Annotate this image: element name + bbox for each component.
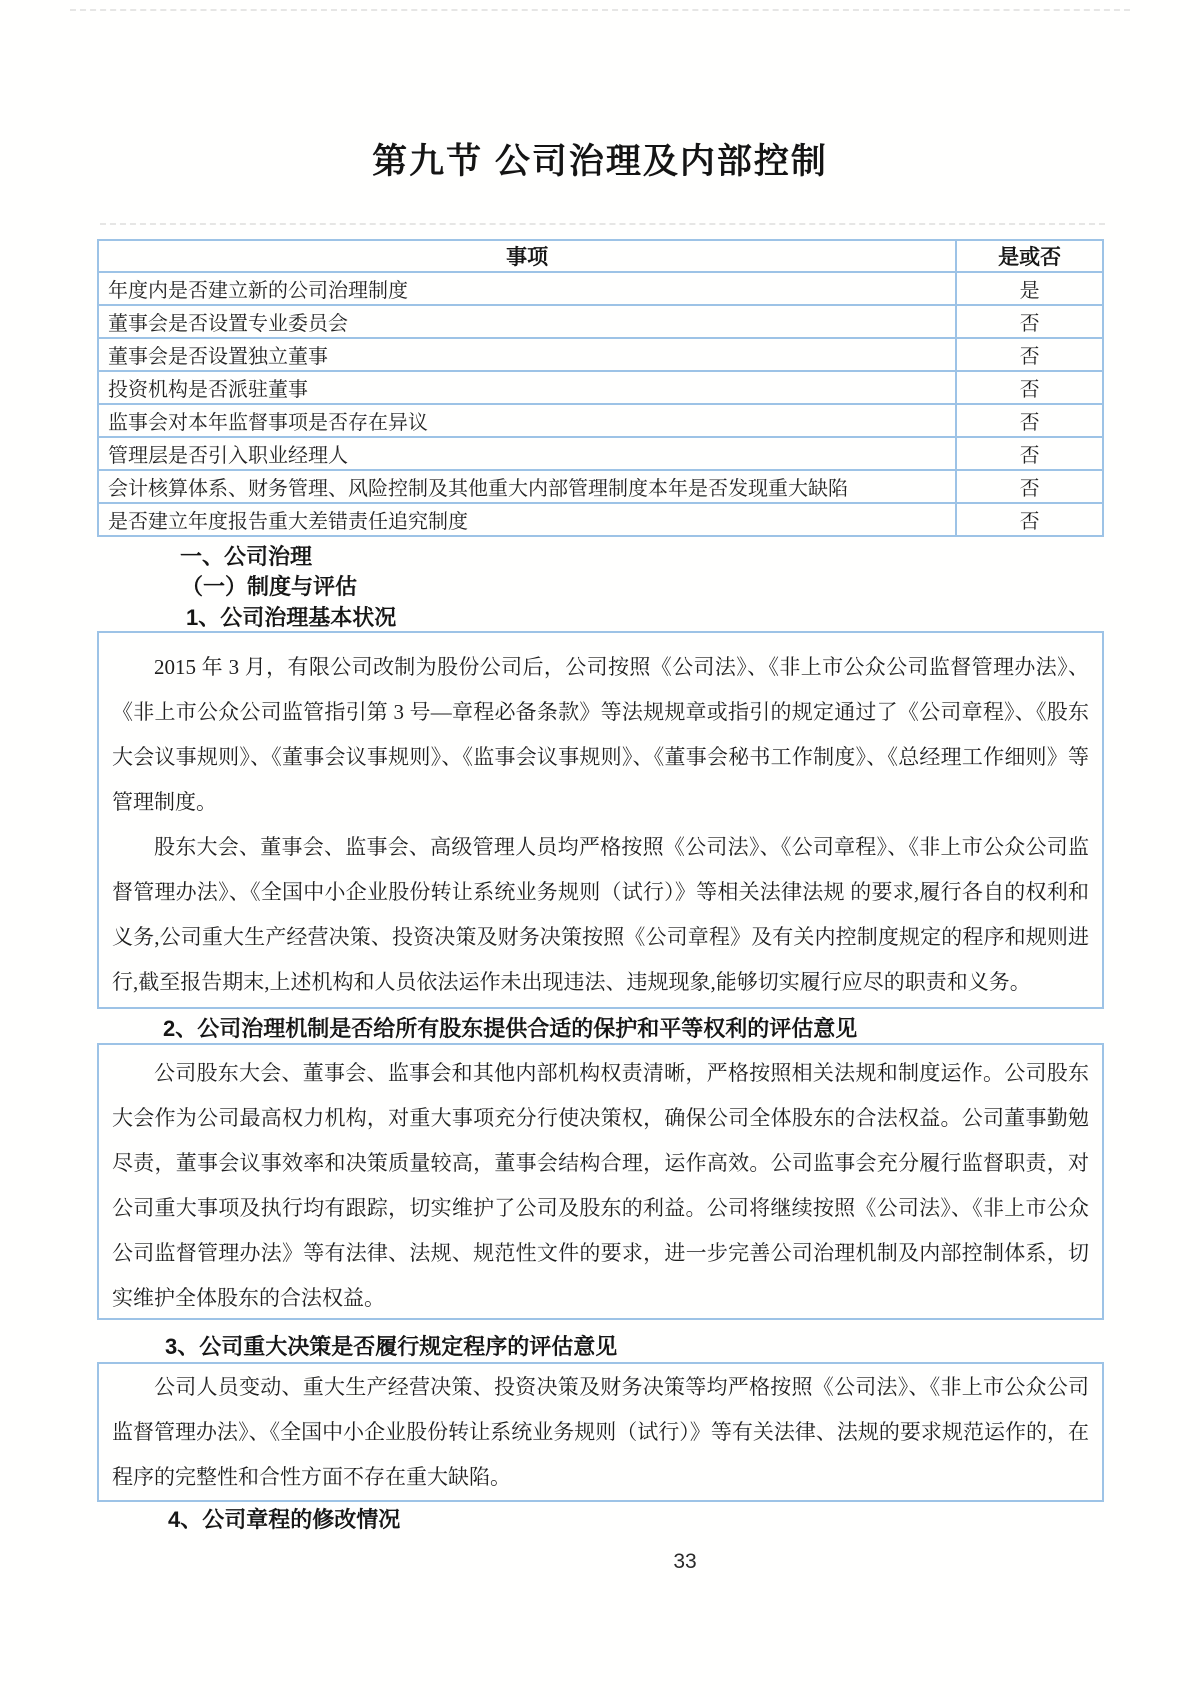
subsection-heading-4: 4、公司章程的修改情况 — [168, 1507, 401, 1532]
item-cell: 投资机构是否派驻董事 — [98, 371, 956, 404]
answer-cell: 否 — [956, 470, 1103, 503]
table-row — [98, 404, 1103, 437]
item-cell: 监事会对本年监督事项是否存在异议 — [98, 404, 956, 437]
page-title: 第九节 公司治理及内部控制 — [372, 142, 828, 181]
table-row — [98, 371, 1103, 404]
item-cell: 董事会是否设置独立董事 — [98, 338, 956, 371]
table-row — [98, 503, 1103, 536]
page-number: 33 — [673, 1550, 697, 1573]
paragraph: 公司股东大会、董事会、监事会和其他内部机构权责清晰，严格按照相关法规和制度运作。公司股东大会作为公司最高权力机构，对重大事项充分行使决策权，确保公司全体股东的合法权益。公司董事勤勉尽责，董事会议事效率和决策质量较高，董事会结构合理，运作高效。公司监事会充分履行监督职责，对公司重大事项及执行均有跟踪，切实维护了公司及股东的利益。公司将继续按照《公司法》、《非上市公众公司监督管理办法》等有法律、法规、规范性文件的要求，进一步完善公司治理机制及内部控制体系，切实维护全体股东的合法权益。 — [112, 1061, 1089, 1310]
column-header-answer: 是或否 — [956, 240, 1103, 272]
item-cell: 管理层是否引入职业经理人 — [98, 437, 956, 470]
paragraph-box-shareholder-protection — [97, 1043, 1104, 1320]
paragraph: 股东大会、董事会、监事会、高级管理人员均严格按照《公司法》、《公司章程》、《非上市公众公司监督管理办法》、《全国中小企业股份转让系统业务规则（试行）》等相关法律法规 的要求,履行各自的权利和义务,公司重大生产经营决策、投资决策及财务决策按照《公司章程》及有关内控制度规定的程序和规则进行,截至报告期末,上述机构和人员依法运作未出现违法、违规现象,能够切实履行应尽的职责和义务。 — [112, 835, 1089, 994]
scan-artifact-line — [70, 9, 1130, 11]
answer-cell: 否 — [956, 371, 1103, 404]
subsection-heading-3: 3、公司重大决策是否履行规定程序的评估意见 — [165, 1334, 618, 1359]
column-header-item: 事项 — [98, 240, 956, 272]
answer-cell: 否 — [956, 503, 1103, 536]
scan-artifact-line — [100, 223, 1105, 225]
item-cell: 是否建立年度报告重大差错责任追究制度 — [98, 503, 956, 536]
item-cell: 会计核算体系、财务管理、风险控制及其他重大内部管理制度本年是否发现重大缺陷 — [98, 470, 956, 503]
governance-qa-table — [97, 239, 1104, 537]
table-row — [98, 272, 1103, 305]
answer-cell: 否 — [956, 305, 1103, 338]
section-heading-governance: 一、公司治理 — [180, 544, 313, 569]
section-heading-system-evaluation: （一）制度与评估 — [181, 574, 358, 599]
table-row — [98, 437, 1103, 470]
paragraph-box-governance-status — [97, 631, 1104, 1009]
paragraph: 2015 年 3 月，有限公司改制为股份公司后，公司按照《公司法》、《非上市公众公司监督管理办法》、《非上市公众公司监管指引第 3 号—章程必备条款》等法规规章或指引的规定通过了《公司章程》、《股东大会议事规则》、《董事会议事规则》、《监事会议事规则》、《董事会秘书工作制度》、《总经理工作细则》等管理制度。 — [112, 655, 1089, 814]
table-row — [98, 305, 1103, 338]
paragraph: 公司人员变动、重大生产经营决策、投资决策及财务决策等均严格按照《公司法》、《非上市公众公司监督管理办法》、《全国中小企业股份转让系统业务规则（试行）》等有关法律、法规的要求规范运作的，在程序的完整性和合性方面不存在重大缺陷。 — [112, 1375, 1089, 1489]
subsection-heading-2: 2、公司治理机制是否给所有股东提供合适的保护和平等权利的评估意见 — [163, 1016, 858, 1041]
paragraph-box-major-decisions — [97, 1362, 1104, 1502]
answer-cell: 否 — [956, 404, 1103, 437]
answer-cell: 否 — [956, 338, 1103, 371]
item-cell: 董事会是否设置专业委员会 — [98, 305, 956, 338]
table-row — [98, 470, 1103, 503]
table-row — [98, 338, 1103, 371]
subsection-heading-1: 1、公司治理基本状况 — [186, 605, 397, 630]
answer-cell: 是 — [956, 272, 1103, 305]
table-header-row — [98, 240, 1103, 272]
item-cell: 年度内是否建立新的公司治理制度 — [98, 272, 956, 305]
answer-cell: 否 — [956, 437, 1103, 470]
